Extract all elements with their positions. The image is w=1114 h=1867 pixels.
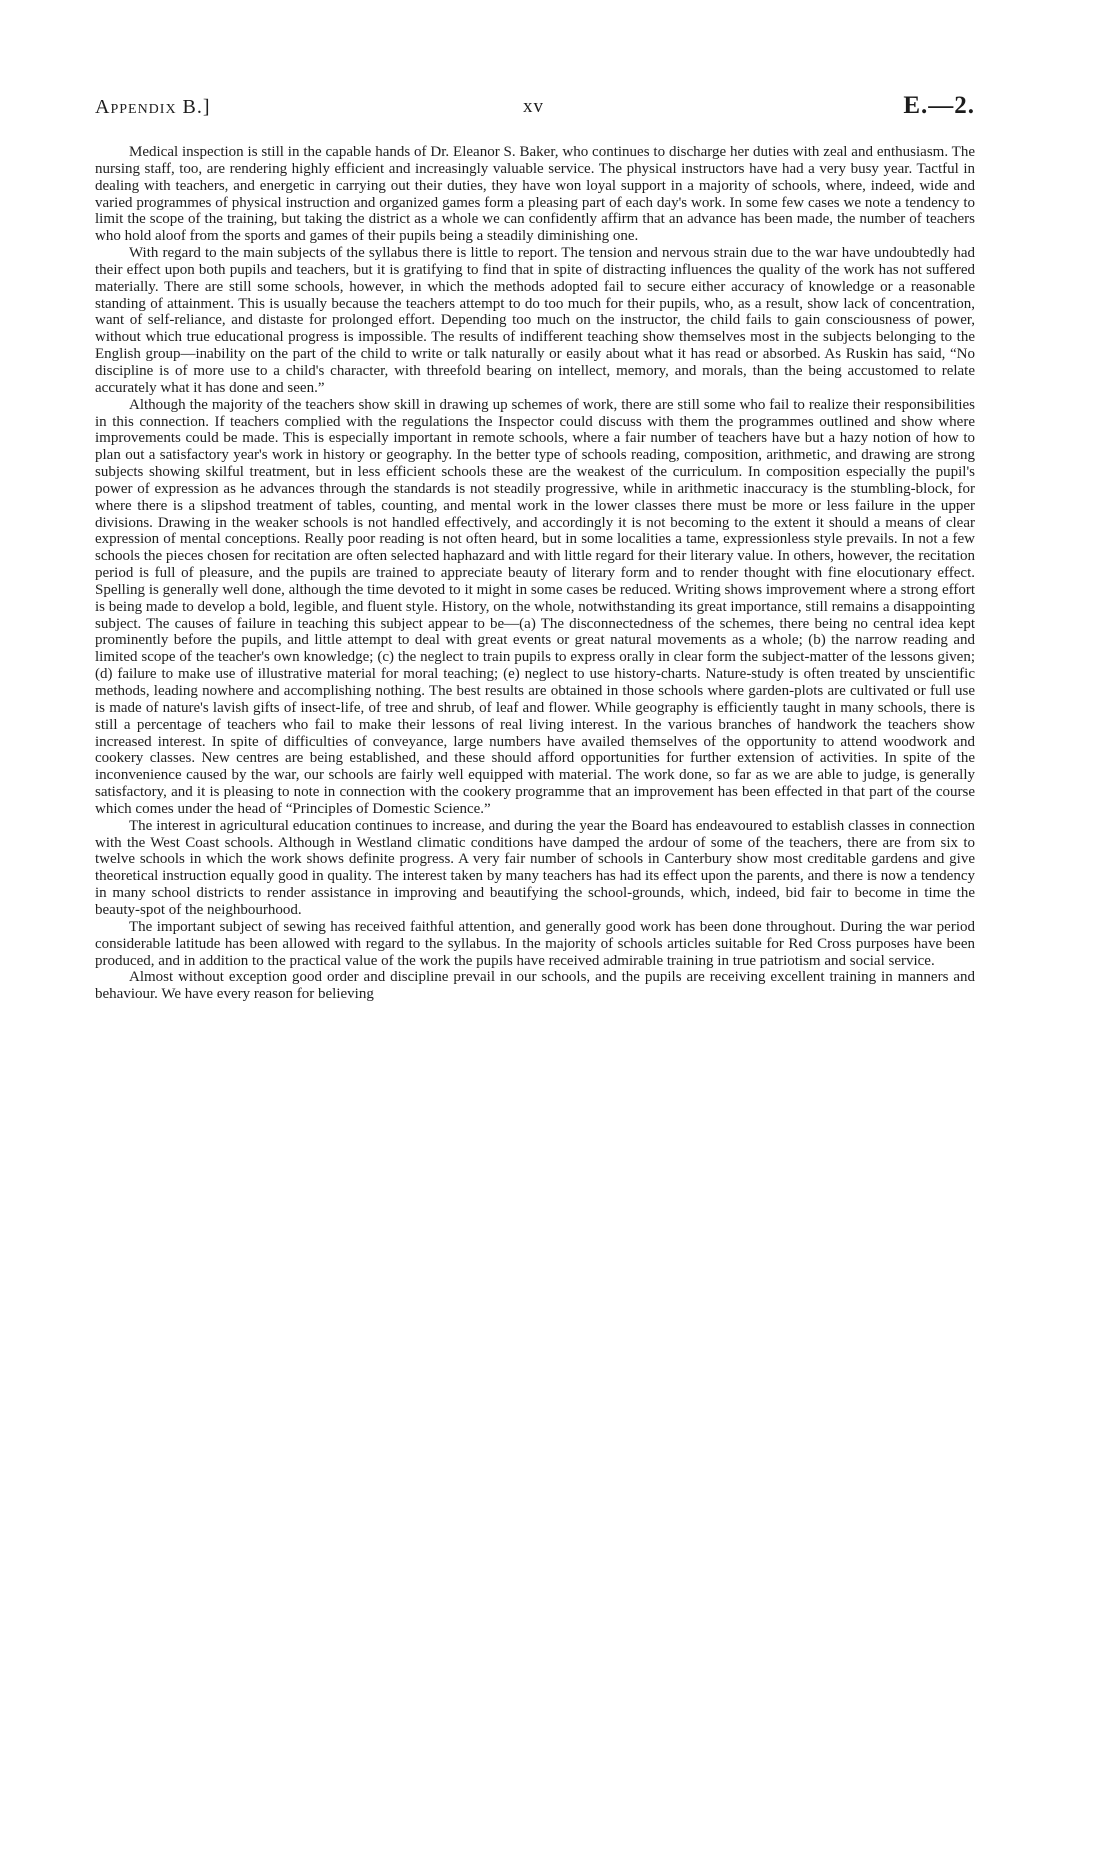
page-number: xv bbox=[523, 96, 544, 117]
paragraph-order-discipline: Almost without exception good order and discipline prevail in our schools, and the pupils are receiving excellent training in manners and behaviour. We have every reason for believing bbox=[95, 969, 975, 1003]
paragraph-agricultural-education: The interest in agricultural education continues to increase, and during the year the Board has endeavoured to establish classes in connection with the West Coast schools. Although in Westland climatic conditions have damped the ardour of some of the teachers, there are from six to twelve schools in which the work shows definite progress. A very fair number of schools in Canterbury show most creditable gardens and give theoretical instruction equally good in quality. The interest taken by many teachers has had its effect upon the parents, and there is now a tendency in many school districts to render assistance in improving and beautifying the school-grounds, which, indeed, bid fair to become in time the beauty-spot of the neighbourhood. bbox=[95, 817, 975, 918]
page-header bbox=[95, 92, 975, 132]
document-reference: E.—2. bbox=[903, 92, 975, 119]
appendix-label: Appendix B.] bbox=[95, 96, 211, 118]
body-text bbox=[95, 144, 975, 1003]
paragraph-sewing: The important subject of sewing has received faithful attention, and generally good work has been done throughout. During the war period considerable latitude has been allowed with regard to the syllabus. In the majority of schools articles suitable for Red Cross purposes have been produced, and in addition to the practical value of the work the pupils have received admirable training in true patriotism and social service. bbox=[95, 918, 975, 969]
paragraph-medical-inspection: Medical inspection is still in the capable hands of Dr. Eleanor S. Baker, who continues to discharge her duties with zeal and enthusiasm. The nursing staff, too, are rendering highly efficient and increasingly valuable service. The physical instructors have had a very busy year. Tactful in dealing with teachers, and energetic in carrying out their duties, they have won loyal support in a majority of schools, where, indeed, wide and varied programmes of physical instruction and organized games form a pleasing part of each day's work. In some few cases we note a tendency to limit the scope of the training, but taking the district as a whole we can confidently affirm that an advance has been made, the number of teachers who hold aloof from the sports and games of their pupils being a steadily diminishing one. bbox=[95, 144, 975, 245]
paragraph-schemes-of-work: Although the majority of the teachers show skill in drawing up schemes of work, there are still some who fail to realize their responsibilities in this connection. If teachers complied with the regulations the Inspector could discuss with them the programmes outlined and show where improvements could be made. This is especially important in remote schools, where a fair number of teachers have but a hazy notion of how to plan out a satisfactory year's work in history or geography. In the better type of schools reading, composition, arithmetic, and drawing are strong subjects showing skilful treatment, but in less efficient schools these are the weakest of the curriculum. In composition especially the pupil's power of expression as he advances through the standards is not steadily progressive, while in arithmetic inaccuracy is the stumbling-block, for where there is a slipshod treatment of tables, counting, and mental work in the lower classes there must be more or less failure in the upper divisions. Drawing in the weaker schools is not handled effectively, and accordingly it is not becoming to the extent it should a means of clear expression of mental conceptions. Really poor reading is not often heard, but in some localities a tame, expressionless style prevails. In not a few schools the pieces chosen for recitation are often selected haphazard and with little regard for their literary value. In others, however, the recitation period is full of pleasure, and the pupils are trained to appreciate beauty of literary form and to render thought with fine elocutionary effect. Spelling is generally well done, although the time devoted to it might in some cases be reduced. Writing shows improvement where a strong effort is being made to develop a bold, legible, and fluent style. History, on the whole, notwithstanding its great importance, still remains a disappointing subject. The causes of failure in teaching this subject appear to be—(a) The disconnectedness of the schemes, there being no central idea kept prominently before the pupils, and little attempt to deal with great events or great natural movements as a whole; (b) the narrow reading and limited scope of the teacher's own knowledge; (c) the neglect to train pupils to express orally in clear form the subject-matter of the lessons given; (d) failure to make use of illustrative material for moral teaching; (e) neglect to use history-charts. Nature-study is often treated by unscientific methods, leading nowhere and accomplishing nothing. The best results are obtained in those schools where garden-plots are cultivated or full use is made of nature's lavish gifts of insect-life, of tree and shrub, of leaf and flower. While geography is efficiently taught in many schools, there is still a percentage of teachers who fail to make their lessons of real living interest. In the various branches of handwork the teachers show increased interest. In spite of difficulties of conveyance, large numbers have availed themselves of the opportunity to attend woodwork and cookery classes. New centres are being established, and these should afford opportunities for further extension of activities. In spite of the inconvenience caused by the war, our schools are fairly well equipped with material. The work done, so far as we are able to judge, is generally satisfactory, and it is pleasing to note in connection with the cookery programme that an improvement has been effected in that part of the course which comes under the head of “Principles of Domestic Science.” bbox=[95, 396, 975, 817]
paragraph-main-subjects: With regard to the main subjects of the syllabus there is little to report. The tension and nervous strain due to the war have undoubtedly had their effect upon both pupils and teachers, but it is gratifying to find that in spite of distracting influences the quality of the work has not suffered materially. There are still some schools, however, in which the methods adopted fail to secure either accuracy of knowledge or a reasonable standing of attainment. This is usually because the teachers attempt to do too much for their pupils, who, as a result, show lack of concentration, want of self-reliance, and distaste for prolonged effort. Depending too much on the instructor, the child fails to gain consciousness of power, without which true educational progress is impossible. The results of indifferent teaching show themselves most in the subjects belonging to the English group—inability on the part of the child to write or talk naturally or easily about what it has read or absorbed. As Ruskin has said, “No discipline is of more use to a child's character, with threefold bearing on intellect, memory, and morals, than the being accustomed to relate accurately what it has done and seen.” bbox=[95, 245, 975, 396]
